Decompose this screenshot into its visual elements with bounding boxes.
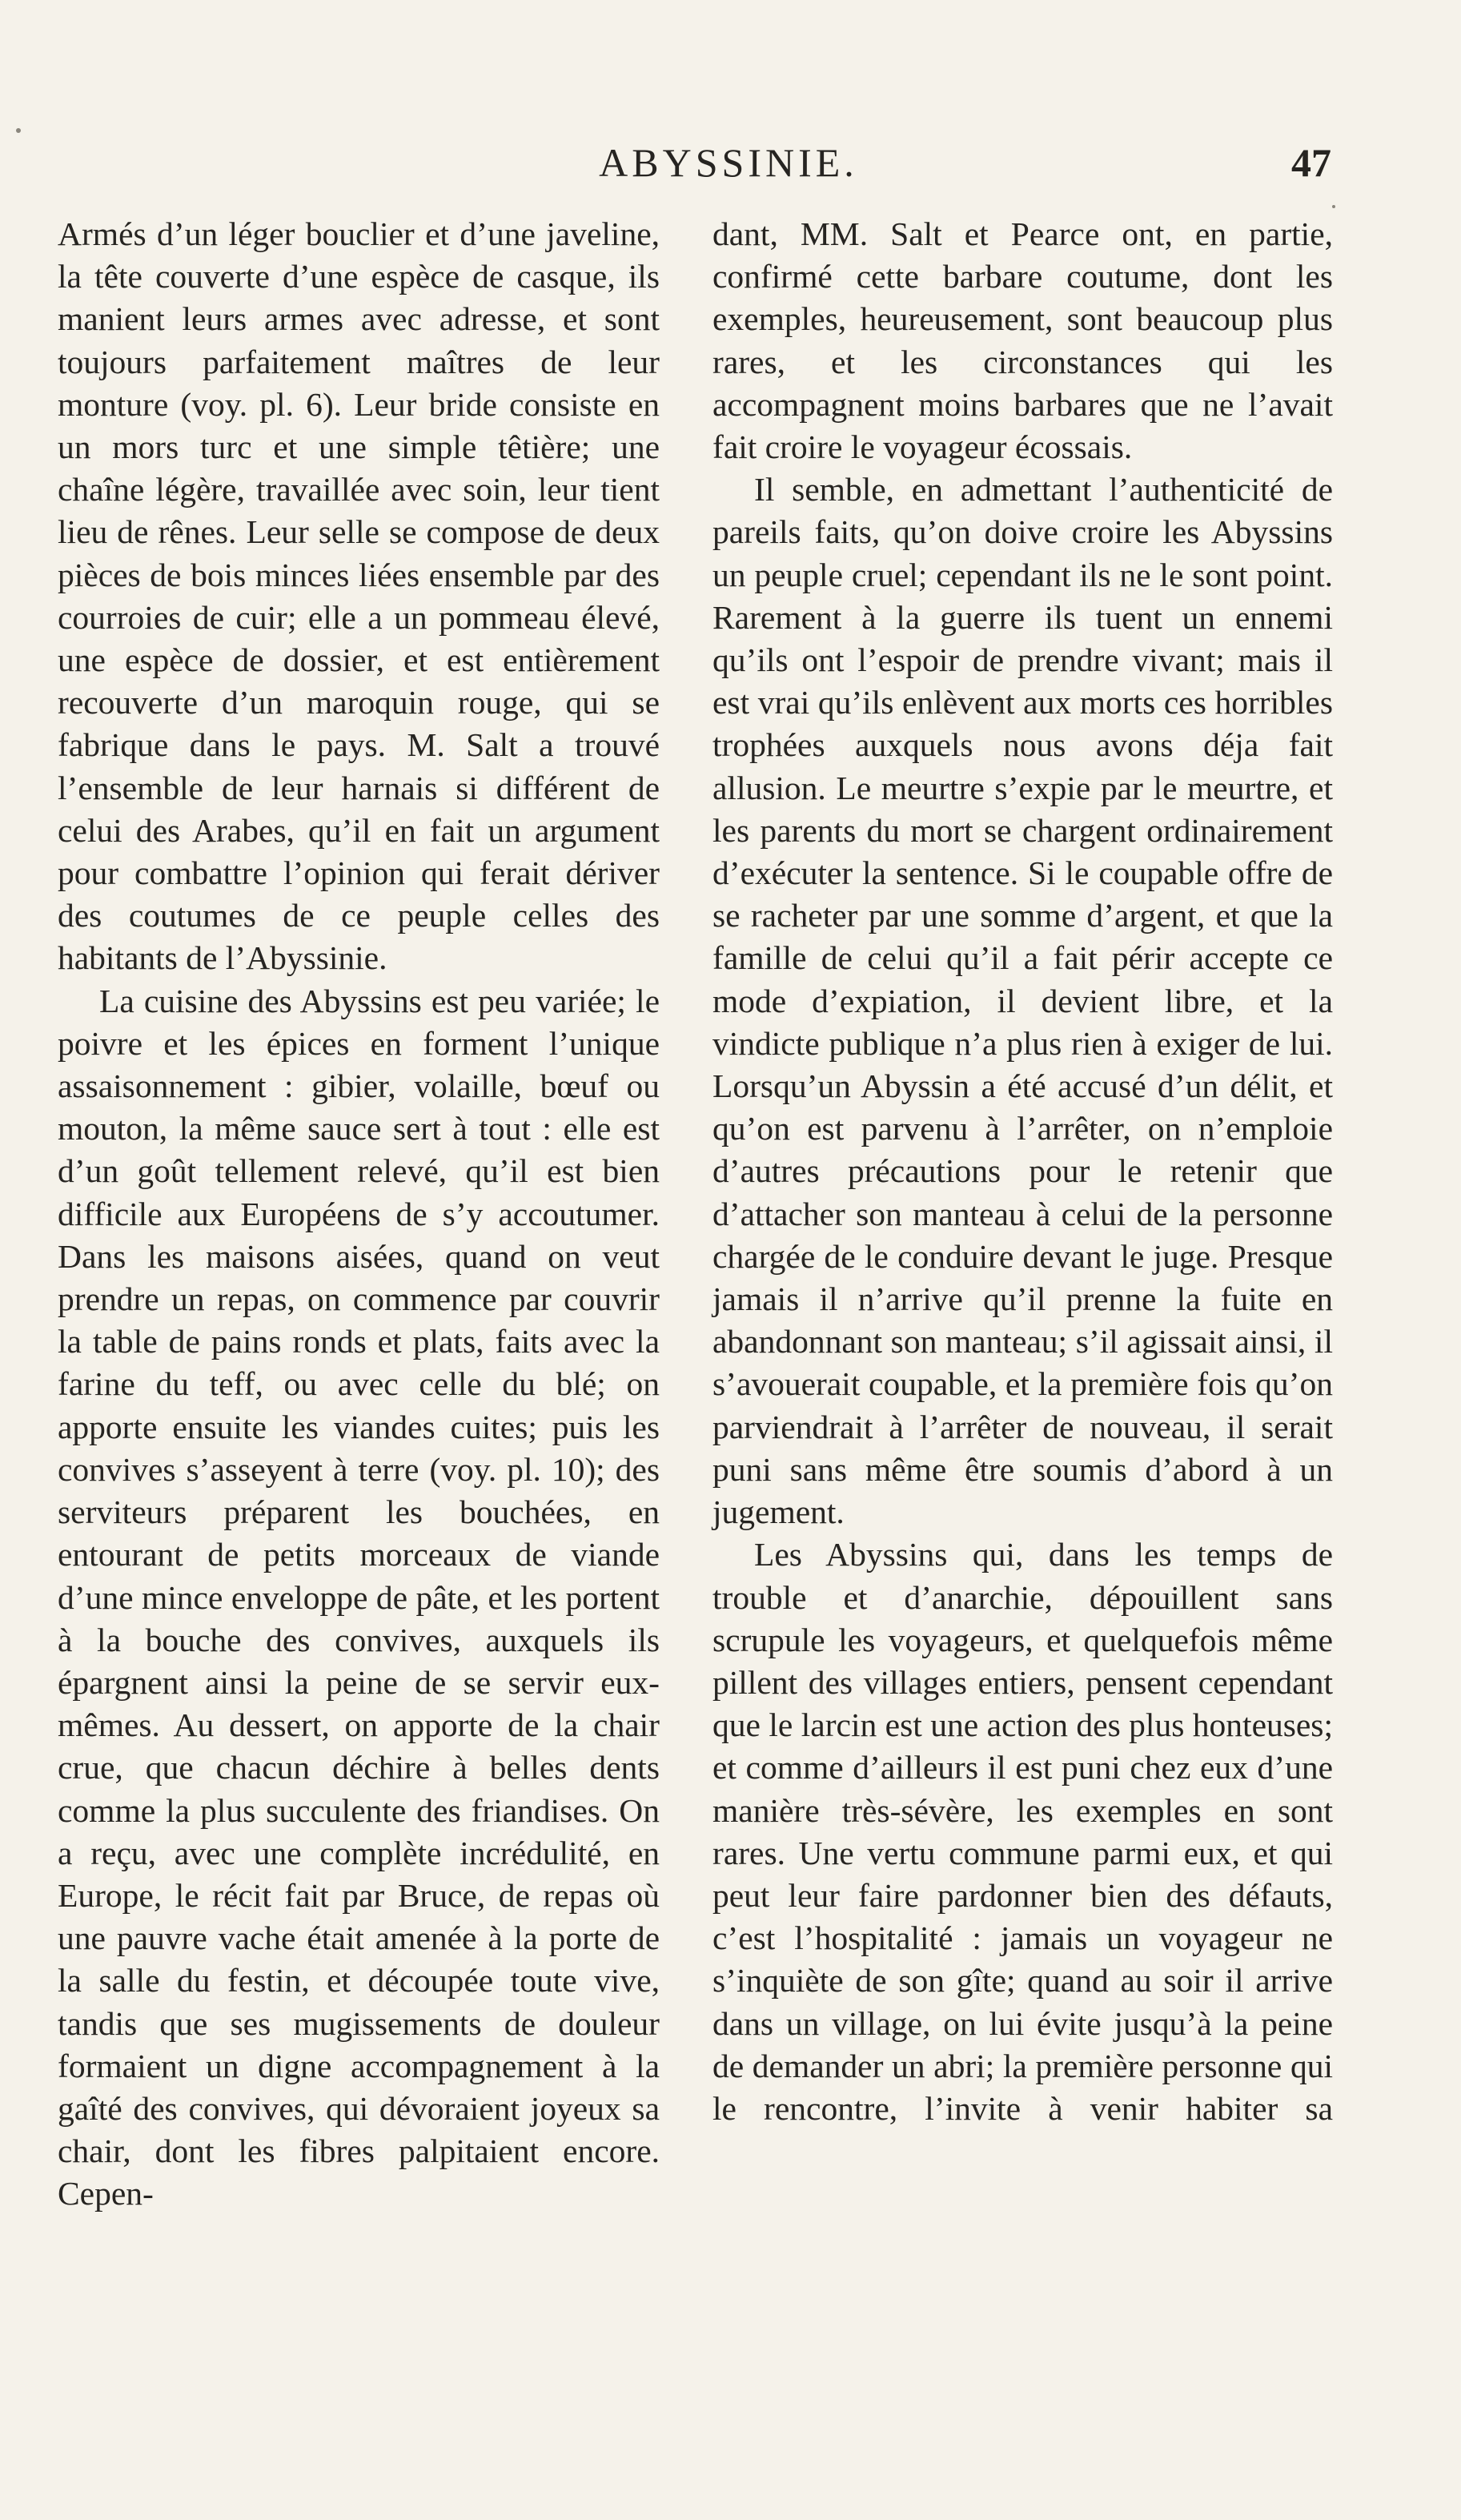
left-column: [58, 213, 660, 2216]
paragraph: Armés d’un léger bouclier et d’une javeline, la tête couverte d’une espèce de casque, ils manient leurs armes avec adresse, et sont toujours parfaitement maîtres de leur monture (voy. pl. 6). Leur bride consiste en un mors turc et une simple têtière; une chaîne légère, travaillée avec soin, leur tient lieu de rênes. Leur selle se compose de deux pièces de bois minces liées ensemble par des courroies de cuir; elle a un pommeau élevé, une espèce de dossier, et est entièrement recouverte d’un maroquin rouge, qui se fabrique dans le pays. M. Salt a trouvé l’ensemble de leur harnais si différent de celui des Arabes, qu’il en fait un argument pour combattre l’opinion qui ferait dériver des coutumes de ce peuple celles des habitants de l’Abyssinie.: [58, 215, 660, 977]
right-column: [712, 213, 1333, 2130]
paper-speck: [1332, 205, 1335, 208]
paragraph: dant, MM. Salt et Pearce ont, en partie, confirmé cette barbare coutume, dont les exemples, heureusement, sont beaucoup plus rares, et les circonstances qui les accompagnent moins barbares que ne l’avait fait croire le voyageur écossais.: [712, 215, 1333, 466]
paper-speck: [16, 128, 21, 133]
paragraph: Il semble, en admettant l’authenticité de pareils faits, qu’on doive croire les Abyssins un peuple cruel; cependant ils ne le sont point. Rarement à la guerre ils tuent un ennemi qu’ils ont l’espoir de prendre vivant; mais il est vrai qu’ils enlèvent aux morts ces horribles trophées auxquels nous avons déja fait allusion. Le meurtre s’expie par le meurtre, et les parents du mort se chargent ordinairement d’exécuter la sentence. Si le coupable offre de se racheter par une somme d’argent, et que la famille de celui qu’il a fait périr accepte ce mode d’expiation, il devient libre, et la vindicte publique n’a plus rien à exiger de lui. Lorsqu’un Abyssin a été accusé d’un délit, et qu’on est parvenu à l’arrêter, on n’emploie d’autres précautions pour le retenir que d’attacher son manteau à celui de la personne chargée de le conduire devant le juge. Presque jamais il n’arrive qu’il prenne la fuite en abandonnant son manteau; s’il agissait ainsi, il s’avouerait coupable, et la première fois qu’on parviendrait à l’arrêter de nouveau, il serait puni sans même être soumis d’abord à un jugement.: [712, 471, 1333, 1531]
paragraph: La cuisine des Abyssins est peu variée; le poivre et les épices en forment l’unique assaisonnement : gibier, volaille, bœuf ou mouton, la même sauce sert à tout : elle est d’un goût tellement relevé, qu’il est bien difficile aux Européens de s’y accoutumer. Dans les maisons aisées, quand on veut prendre un repas, on commence par couvrir la table de pains ronds et plats, faits avec la farine du teff, ou avec celle du blé; on apporte ensuite les viandes cuites; puis les convives s’asseyent à terre (voy. pl. 10); des serviteurs préparent les bouchées, en entourant de petits morceaux de viande d’une mince enveloppe de pâte, et les portent à la bouche des convives, auxquels ils épargnent ainsi la peine de se servir eux-mêmes. Au dessert, on apporte de la chair crue, que chacun déchire à belles dents comme la plus succulente des friandises. On a reçu, avec une complète incrédulité, en Europe, le récit fait par Bruce, de repas où une pauvre vache était amenée à la porte de la salle du festin, et découpée toute vive, tandis que ses mugissements de douleur formaient un digne accompagnement à la gaîté des convives, qui dévoraient joyeux sa chair, dont les fibres palpitaient encore. Cepen-: [58, 982, 660, 2213]
paragraph: Les Abyssins qui, dans les temps de trouble et d’anarchie, dépouillent sans scrupule les voyageurs, et quelquefois même pillent des villages entiers, pensent cependant que le larcin est une action des plus honteuses; et comme d’ailleurs il est puni chez eux d’une manière très-sévère, les exemples en sont rares. Une vertu commune parmi eux, et qui peut leur faire pardonner bien des défauts, c’est l’hospitalité : jamais un voyageur ne s’inquiète de son gîte; quand au soir il arrive dans un village, on lui évite jusqu’à la peine de demander un abri; la première personne qui le rencontre, l’invite à venir habiter sa: [712, 1536, 1333, 2127]
page-number: 47: [1291, 140, 1331, 185]
running-title: ABYSSINIE.: [599, 140, 858, 185]
